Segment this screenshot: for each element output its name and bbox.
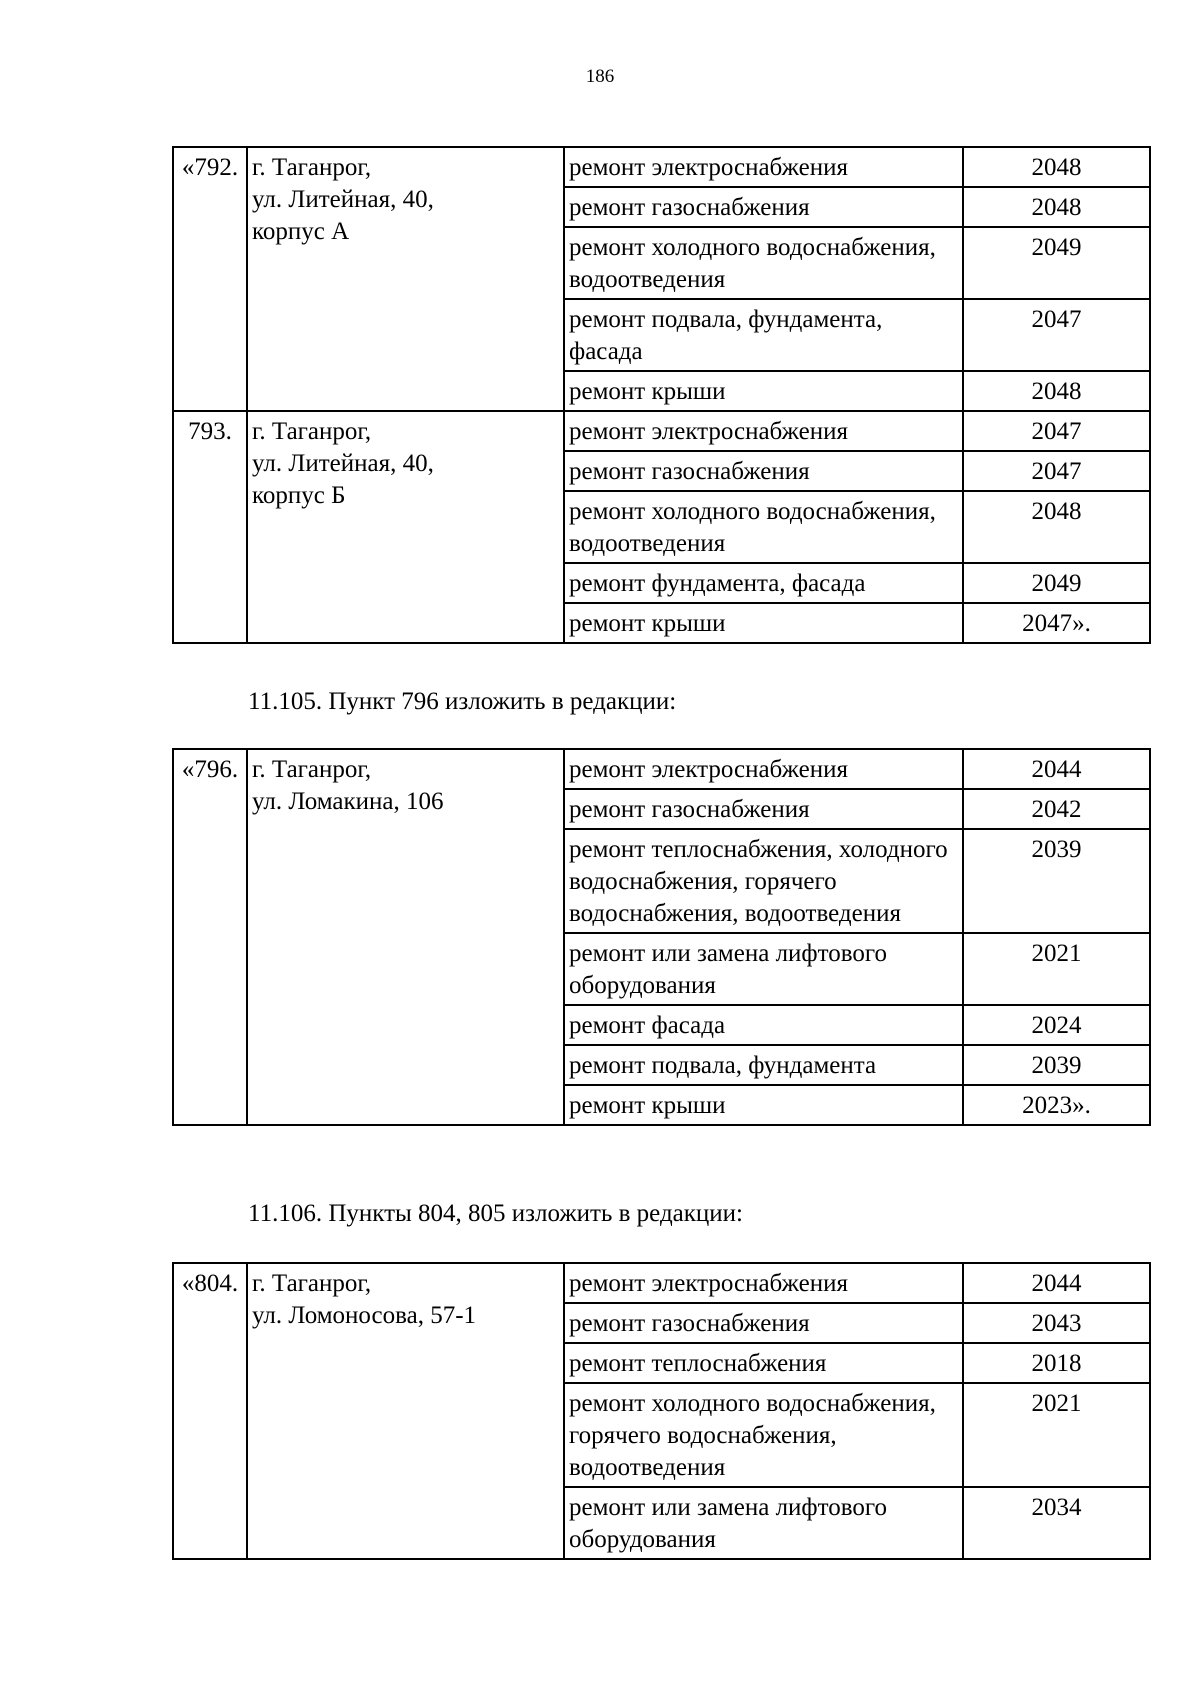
work-type: ремонт или замена лифтового оборудования [564, 933, 963, 1005]
works-table-2 [172, 748, 1151, 1126]
page-number: 186 [585, 66, 615, 87]
work-type: ремонт крыши [564, 371, 963, 411]
work-year: 2048 [963, 187, 1150, 227]
table-row [173, 1263, 1150, 1303]
works-table-1 [172, 146, 1151, 644]
work-year: 2039 [963, 1045, 1150, 1085]
table-row [173, 411, 1150, 451]
work-type: ремонт холодного водоснабжения, водоотведения [564, 491, 963, 563]
work-type: ремонт газоснабжения [564, 451, 963, 491]
work-type: ремонт или замена лифтового оборудования [564, 1487, 963, 1559]
work-year: 2021 [963, 1383, 1150, 1487]
work-year: 2048 [963, 371, 1150, 411]
entry-number: «796. [173, 749, 247, 1125]
work-year: 2049 [963, 227, 1150, 299]
work-type: ремонт газоснабжения [564, 1303, 963, 1343]
work-type: ремонт фундамента, фасада [564, 563, 963, 603]
work-type: ремонт теплоснабжения, холодного водоснабжения, горячего водоснабжения, водоотведения [564, 829, 963, 933]
paragraph-11-105: 11.105. Пункт 796 изложить в редакции: [248, 688, 677, 715]
work-year: 2048 [963, 491, 1150, 563]
work-type: ремонт крыши [564, 603, 963, 643]
work-year: 2047 [963, 411, 1150, 451]
work-year: 2024 [963, 1005, 1150, 1045]
work-year: 2043 [963, 1303, 1150, 1343]
work-year: 2047». [963, 603, 1150, 643]
work-type: ремонт подвала, фундамента [564, 1045, 963, 1085]
work-type: ремонт электроснабжения [564, 1263, 963, 1303]
work-type: ремонт холодного водоснабжения, горячего водоснабжения, водоотведения [564, 1383, 963, 1487]
entry-number: «804. [173, 1263, 247, 1559]
work-year: 2049 [963, 563, 1150, 603]
entry-number: «792. [173, 147, 247, 411]
work-type: ремонт подвала, фундамента, фасада [564, 299, 963, 371]
work-year: 2044 [963, 1263, 1150, 1303]
work-type: ремонт теплоснабжения [564, 1343, 963, 1383]
work-year: 2023». [963, 1085, 1150, 1125]
paragraph-11-106: 11.106. Пункты 804, 805 изложить в редакции: [248, 1200, 743, 1227]
work-year: 2042 [963, 789, 1150, 829]
work-type: ремонт холодного водоснабжения, водоотведения [564, 227, 963, 299]
work-type: ремонт электроснабжения [564, 147, 963, 187]
work-type: ремонт крыши [564, 1085, 963, 1125]
work-year: 2034 [963, 1487, 1150, 1559]
work-year: 2047 [963, 451, 1150, 491]
table-row [173, 147, 1150, 187]
work-year: 2044 [963, 749, 1150, 789]
work-year: 2018 [963, 1343, 1150, 1383]
entry-number: 793. [173, 411, 247, 643]
work-year: 2039 [963, 829, 1150, 933]
entry-address: г. Таганрог, ул. Литейная, 40, корпус Б [247, 411, 564, 643]
work-type: ремонт газоснабжения [564, 187, 963, 227]
work-type: ремонт газоснабжения [564, 789, 963, 829]
entry-address: г. Таганрог, ул. Ломакина, 106 [247, 749, 564, 1125]
work-type: ремонт электроснабжения [564, 749, 963, 789]
work-year: 2048 [963, 147, 1150, 187]
work-type: ремонт электроснабжения [564, 411, 963, 451]
entry-address: г. Таганрог, ул. Ломоносова, 57-1 [247, 1263, 564, 1559]
entry-address: г. Таганрог, ул. Литейная, 40, корпус А [247, 147, 564, 411]
work-year: 2021 [963, 933, 1150, 1005]
work-type: ремонт фасада [564, 1005, 963, 1045]
work-year: 2047 [963, 299, 1150, 371]
works-table-3 [172, 1262, 1151, 1560]
table-row [173, 749, 1150, 789]
